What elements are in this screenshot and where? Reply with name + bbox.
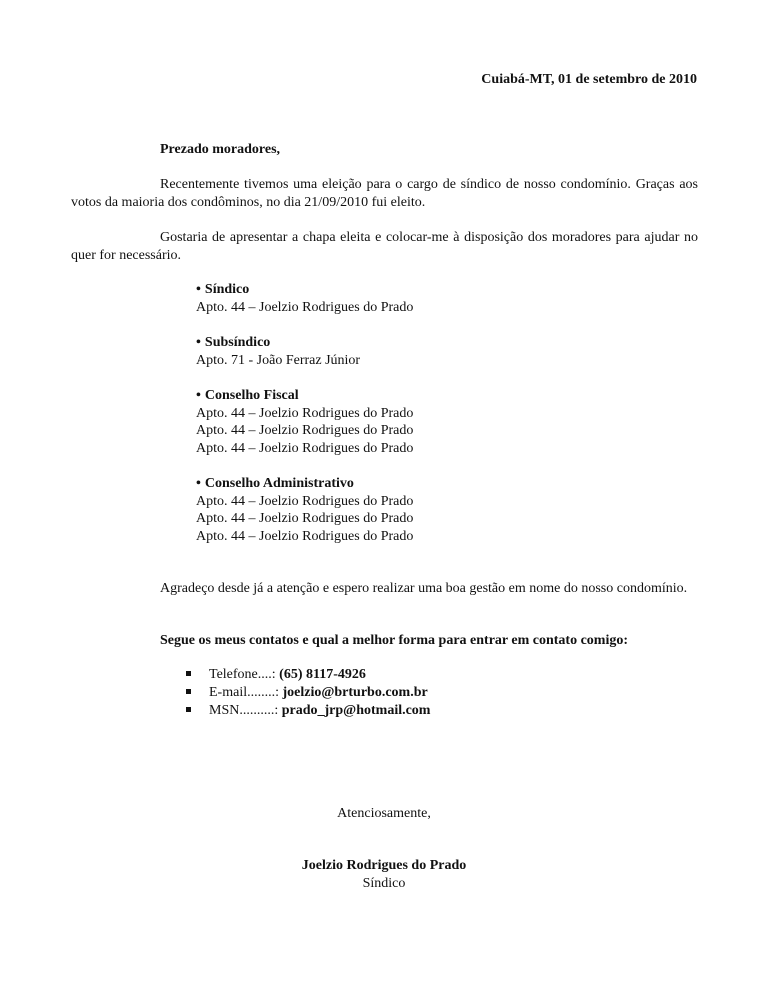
- role-title: Síndico: [204, 282, 250, 297]
- role-title: Conselho Administrativo: [204, 476, 354, 491]
- bullet-icon: •: [196, 476, 201, 491]
- signature-block: [0, 857, 768, 892]
- letter-date: Cuiabá-MT, 01 de setembro de 2010: [481, 72, 697, 87]
- contact-phone: [182, 666, 430, 684]
- contact-label: MSN..........:: [209, 703, 279, 718]
- role-member: Apto. 44 – Joelzio Rodrigues do Prado: [196, 405, 414, 421]
- role-title: Subsíndico: [204, 335, 271, 350]
- role-member: Apto. 44 – Joelzio Rodrigues do Prado: [196, 423, 414, 438]
- role-member: Apto. 44 – Joelzio Rodrigues do Prado: [196, 299, 414, 315]
- contact-label: E-mail........:: [209, 685, 279, 700]
- paragraph-presentation: Gostaria de apresentar a chapa eleita e colocar-me à disposição dos moradores para ajudar no quer for necessário.: [71, 230, 698, 263]
- contact-email: [182, 684, 430, 702]
- contact-label: Telefone....:: [209, 667, 276, 682]
- paragraph-thanks: Agradeço desde já a atenção e espero realizar uma boa gestão em nome do nosso condomínio.: [160, 581, 688, 596]
- square-bullet-icon: [186, 707, 191, 712]
- contact-msn: [182, 702, 430, 720]
- role-sindico: [196, 281, 413, 316]
- role-member: Apto. 44 – Joelzio Rodrigues do Prado: [196, 511, 414, 526]
- role-conselho-fiscal: [196, 387, 413, 457]
- role-conselho-administrativo: [196, 475, 413, 545]
- msn-value: prado_jrp@hotmail.com: [281, 703, 431, 718]
- contacts-intro: Segue os meus contatos e qual a melhor forma para entrar em contato comigo:: [160, 633, 629, 648]
- bullet-icon: •: [196, 335, 201, 350]
- square-bullet-icon: [186, 689, 191, 694]
- bullet-icon: •: [196, 388, 201, 403]
- role-title: Conselho Fiscal: [204, 388, 299, 403]
- role-member: Apto. 71 - João Ferraz Júnior: [196, 352, 361, 368]
- role-member: Apto. 44 – Joelzio Rodrigues do Prado: [196, 493, 414, 509]
- signer-name: Joelzio Rodrigues do Prado: [301, 858, 467, 873]
- phone-value: (65) 8117-4926: [279, 667, 366, 682]
- role-member: Apto. 44 – Joelzio Rodrigues do Prado: [196, 440, 414, 456]
- paragraph-election: Recentemente tivemos uma eleição para o cargo de síndico de nosso condomínio. Graças aos votos da maioria dos condôminos, no dia 21/09/2010 fui eleito.: [71, 177, 698, 210]
- elected-roles-list: [196, 281, 413, 563]
- role-member: Apto. 44 – Joelzio Rodrigues do Prado: [196, 528, 414, 544]
- salutation: Prezado moradores,: [160, 142, 281, 157]
- bullet-icon: •: [196, 282, 201, 297]
- email-value: joelzio@brturbo.com.br: [282, 685, 428, 700]
- square-bullet-icon: [186, 671, 191, 676]
- closing: Atenciosamente,: [337, 806, 431, 821]
- signer-title: Síndico: [362, 875, 406, 891]
- role-subsindico: [196, 334, 413, 369]
- contact-list: [182, 666, 430, 720]
